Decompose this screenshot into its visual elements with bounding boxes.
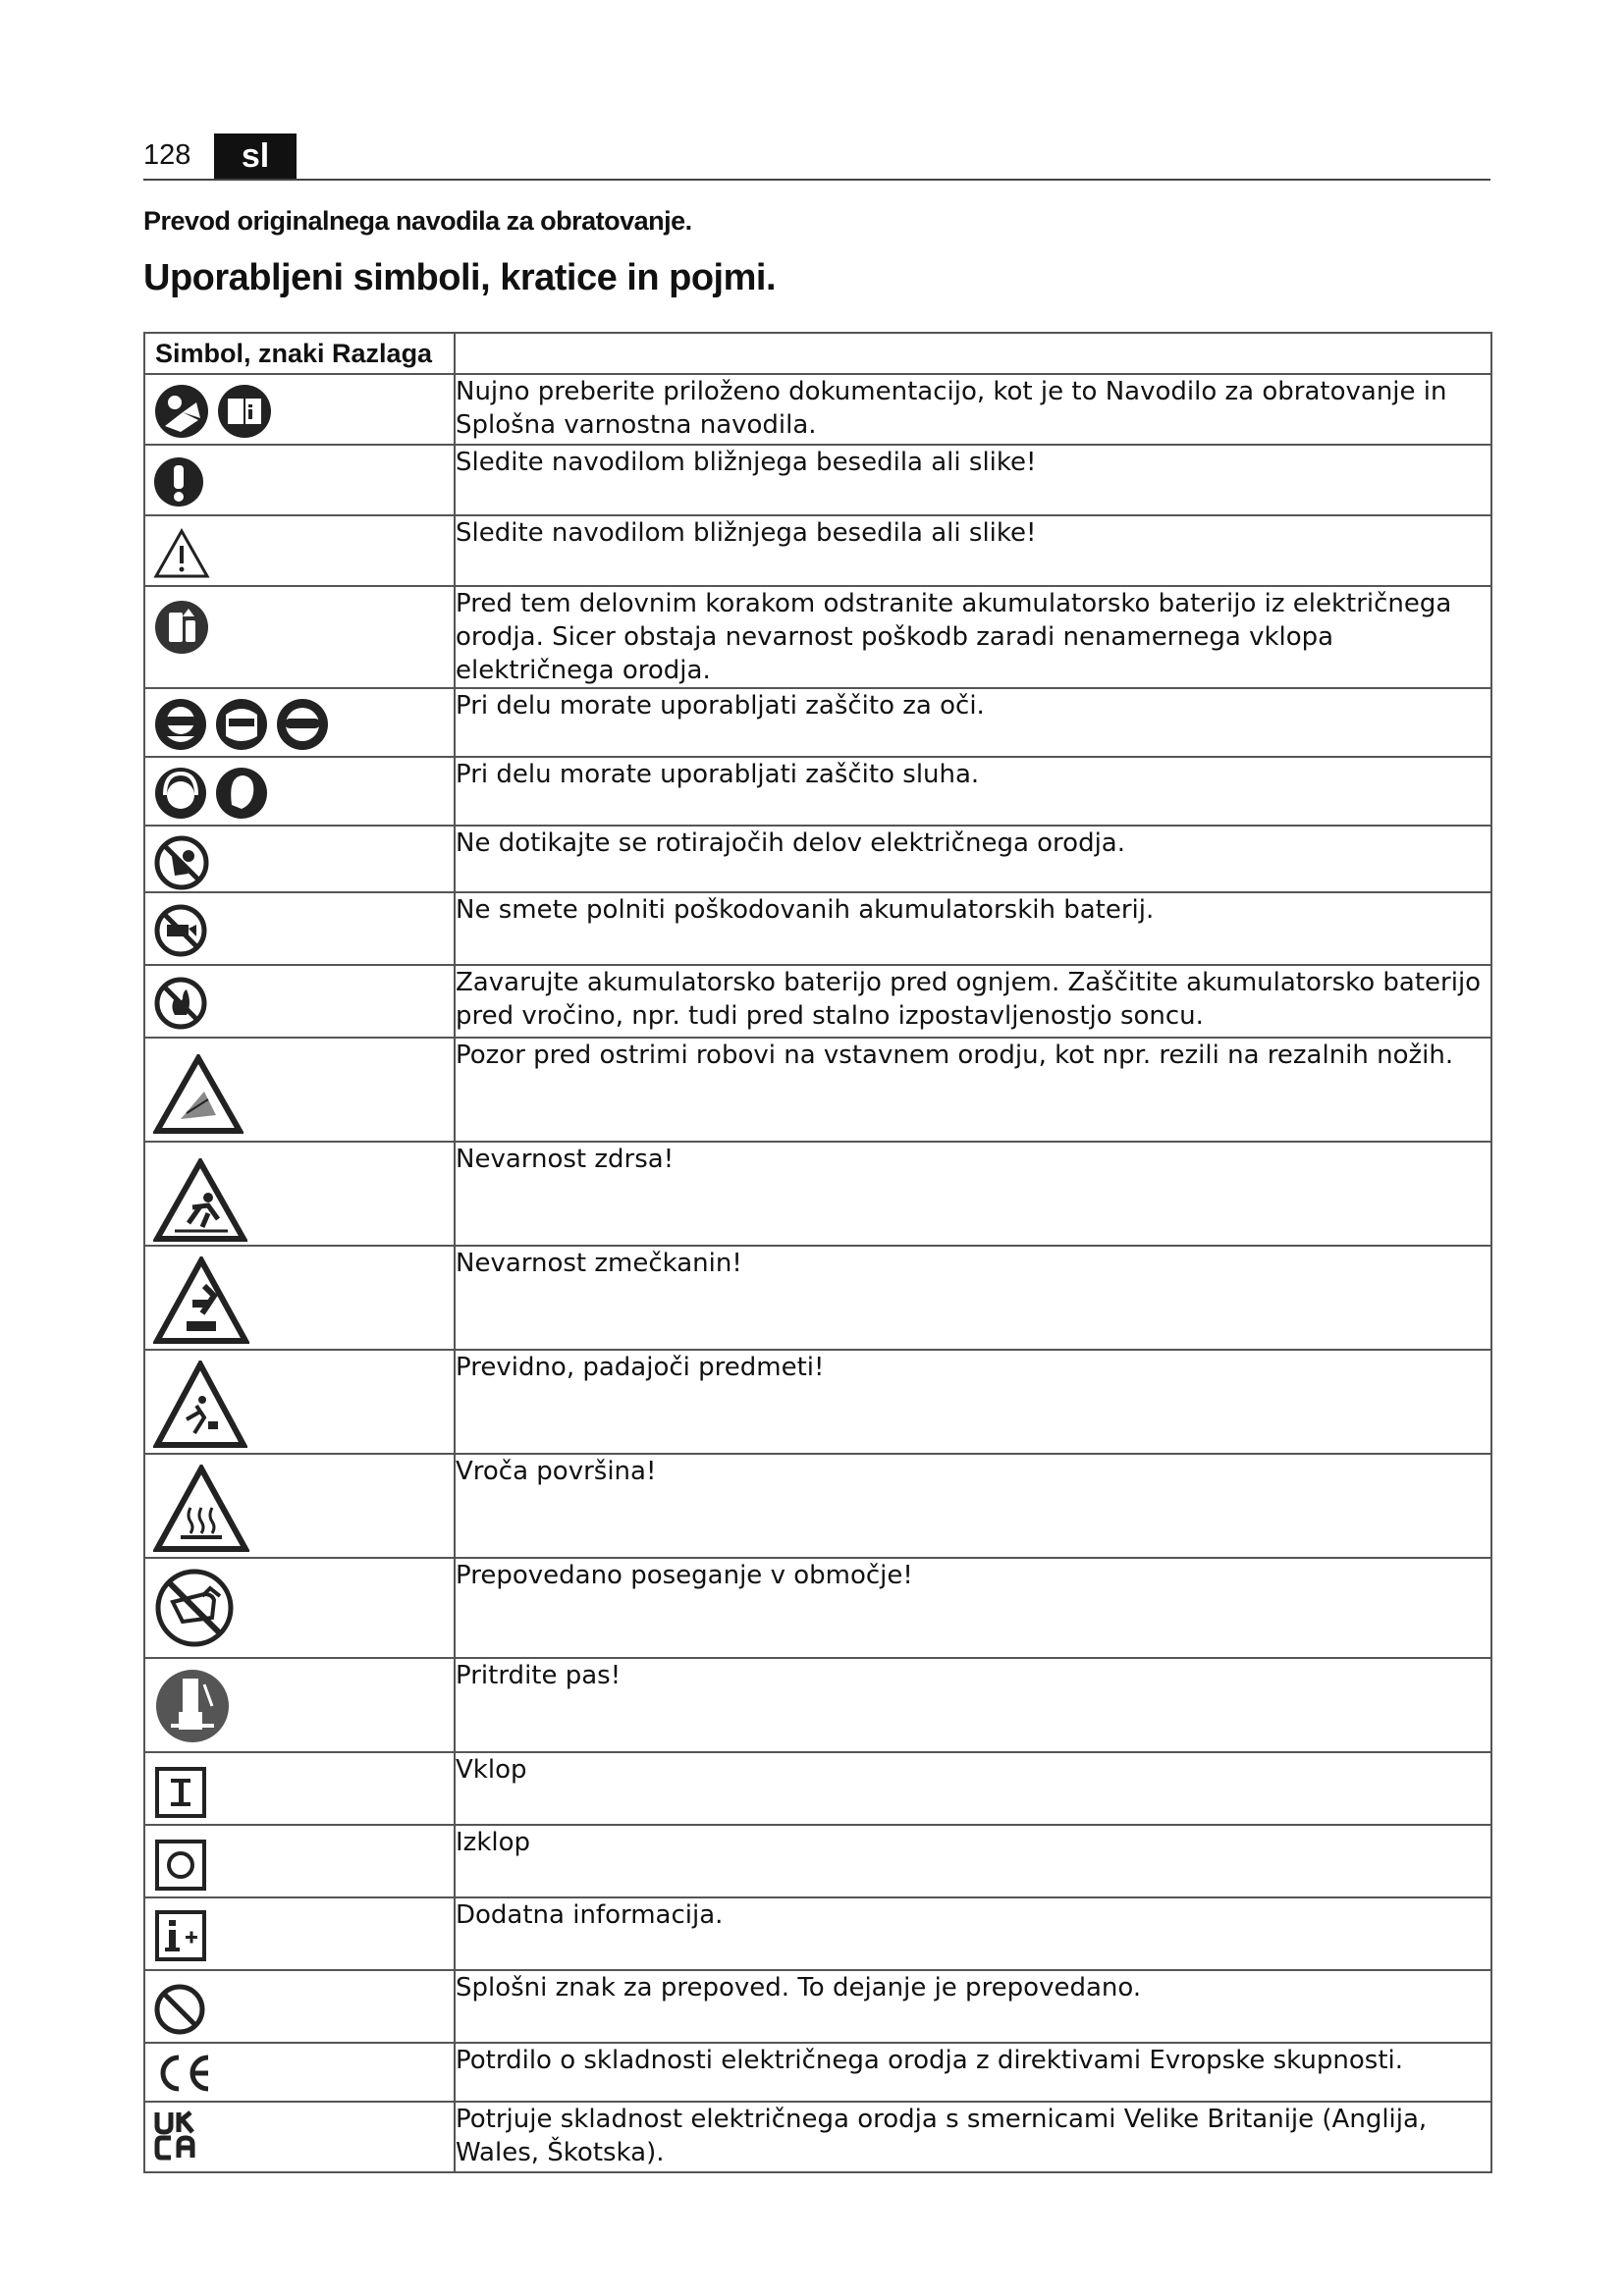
symbol-cell	[144, 965, 455, 1038]
description-cell: Sledite navodilom bližnjega besedila ali slike!	[455, 515, 1491, 586]
description-cell: Nevarnost zdrsa!	[455, 1142, 1491, 1246]
column-header-empty	[455, 333, 1491, 374]
description-cell: Potrjuje skladnost električnega orodja s smernicami Velike Britanije (Anglija, Wales, Škotska).	[455, 2102, 1491, 2172]
description-cell: Prepovedano poseganje v območje!	[455, 1558, 1491, 1658]
language-tab: sl	[214, 133, 297, 179]
table-row	[144, 374, 1491, 445]
description-cell: Pozor pred ostrimi robovi na vstavnem orodju, kot npr. rezili na rezalnih nožih.	[455, 1038, 1491, 1142]
table-row	[144, 757, 1491, 826]
description-cell: Zavarujte akumulatorsko baterijo pred ognjem. Zaščitite akumulatorsko baterijo pred vročino, npr. tudi pred stalno izpostavljenostjo soncu.	[455, 965, 1491, 1038]
crush-hazard-warning-icon	[153, 1256, 249, 1345]
info-book-icon	[216, 383, 273, 440]
description-cell: Ne smete polniti poškodovanih akumulatorskih baterij.	[455, 892, 1491, 965]
symbol-cell	[144, 1246, 455, 1350]
description-cell: Nevarnost zmečkanin!	[455, 1246, 1491, 1350]
symbol-cell	[144, 445, 455, 515]
no-fire-battery-icon	[153, 976, 208, 1031]
hot-surface-warning-icon	[153, 1465, 249, 1553]
description-cell: Splošni znak za prepoved. To dejanje je prepovedano.	[455, 1970, 1491, 2043]
warning-triangle-icon	[153, 528, 210, 579]
symbol-cell	[144, 2102, 455, 2172]
symbol-cell	[144, 757, 455, 826]
no-reaching-in-icon	[153, 1567, 236, 1649]
symbol-cell	[144, 1454, 455, 1558]
table-row	[144, 892, 1491, 965]
additional-info-icon	[153, 1908, 208, 1963]
table-row	[144, 1142, 1491, 1246]
table-row	[144, 1658, 1491, 1752]
table-row	[144, 1558, 1491, 1658]
ear-muff-icon	[214, 766, 269, 821]
sharp-edges-warning-icon	[153, 1054, 244, 1135]
header-rule	[143, 179, 1490, 181]
table-row	[144, 826, 1491, 892]
slip-hazard-warning-icon	[153, 1158, 247, 1243]
falling-objects-warning-icon	[153, 1361, 247, 1449]
table-row	[144, 688, 1491, 757]
table-row	[144, 1970, 1491, 2043]
power-off-icon	[153, 1838, 208, 1893]
description-cell: Pri delu morate uporabljati zaščito za oči.	[455, 688, 1491, 757]
table-row	[144, 1038, 1491, 1142]
table-row	[144, 1752, 1491, 1825]
symbol-cell	[144, 2043, 455, 2102]
description-cell: Izklop	[455, 1825, 1491, 1897]
table-row	[144, 586, 1491, 688]
symbol-cell	[144, 515, 455, 586]
eye-protection-icon	[153, 697, 208, 752]
symbol-cell	[144, 1558, 455, 1658]
description-cell: Nujno preberite priloženo dokumentacijo, kot je to Navodilo za obratovanje in Splošna varnostna navodila.	[455, 374, 1491, 445]
description-cell: Pri delu morate uporabljati zaščito sluha.	[455, 757, 1491, 826]
table-row	[144, 1246, 1491, 1350]
symbol-cell	[144, 1897, 455, 1970]
power-on-icon	[153, 1765, 208, 1820]
description-cell: Sledite navodilom bližnjega besedila ali slike!	[455, 445, 1491, 515]
table-row	[144, 2043, 1491, 2102]
section-title: Uporabljeni simboli, kratice in pojmi.	[143, 257, 777, 298]
symbol-cell	[144, 826, 455, 892]
column-header: Simbol, znaki Razlaga	[144, 333, 455, 374]
ukca-mark-icon	[153, 2109, 202, 2162]
symbol-cell	[144, 1970, 455, 2043]
table-row	[144, 1825, 1491, 1897]
ear-protection-icon	[153, 766, 208, 821]
symbol-cell	[144, 1825, 455, 1897]
table-row	[144, 2102, 1491, 2172]
prohibition-icon	[153, 1983, 206, 2036]
no-charge-damaged-battery-icon	[153, 903, 208, 958]
table-row	[144, 1350, 1491, 1454]
no-touch-rotating-icon	[153, 834, 210, 891]
description-cell: Pred tem delovnim korakom odstranite akumulatorsko baterijo iz električnega orodja. Sicer obstaja nevarnost poškodb zaradi nenamernega vklopa električnega orodja.	[455, 586, 1491, 688]
symbol-cell	[144, 374, 455, 445]
description-cell: Previdno, padajoči predmeti!	[455, 1350, 1491, 1454]
face-shield-icon	[214, 697, 269, 752]
description-cell: Pritrdite pas!	[455, 1658, 1491, 1752]
symbol-cell	[144, 586, 455, 688]
symbol-cell	[144, 1658, 455, 1752]
table-row	[144, 445, 1491, 515]
symbol-cell	[144, 1752, 455, 1825]
ce-mark-icon	[153, 2054, 214, 2093]
fasten-belt-icon	[153, 1667, 232, 1745]
symbol-cell	[144, 892, 455, 965]
symbol-cell	[144, 1038, 455, 1142]
remove-battery-icon	[153, 599, 210, 656]
symbol-cell	[144, 688, 455, 757]
goggles-icon	[275, 697, 330, 752]
table-row	[144, 1454, 1491, 1558]
table-row	[144, 1897, 1491, 1970]
table-header-row	[144, 333, 1491, 374]
description-cell: Dodatna informacija.	[455, 1897, 1491, 1970]
symbol-cell	[144, 1350, 455, 1454]
description-cell: Potrdilo o skladnosti električnega orodja z direktivami Evropske skupnosti.	[455, 2043, 1491, 2102]
description-cell: Vklop	[455, 1752, 1491, 1825]
symbol-cell	[144, 1142, 455, 1246]
document-subtitle: Prevod originalnega navodila za obratovanje.	[143, 206, 692, 236]
page-number: 128	[143, 139, 191, 171]
read-manual-icon	[153, 383, 210, 440]
table-row	[144, 515, 1491, 586]
description-cell: Vroča površina!	[455, 1454, 1491, 1558]
symbols-table	[143, 332, 1492, 2173]
exclamation-icon	[153, 454, 204, 510]
table-row	[144, 965, 1491, 1038]
description-cell: Ne dotikajte se rotirajočih delov električnega orodja.	[455, 826, 1491, 892]
